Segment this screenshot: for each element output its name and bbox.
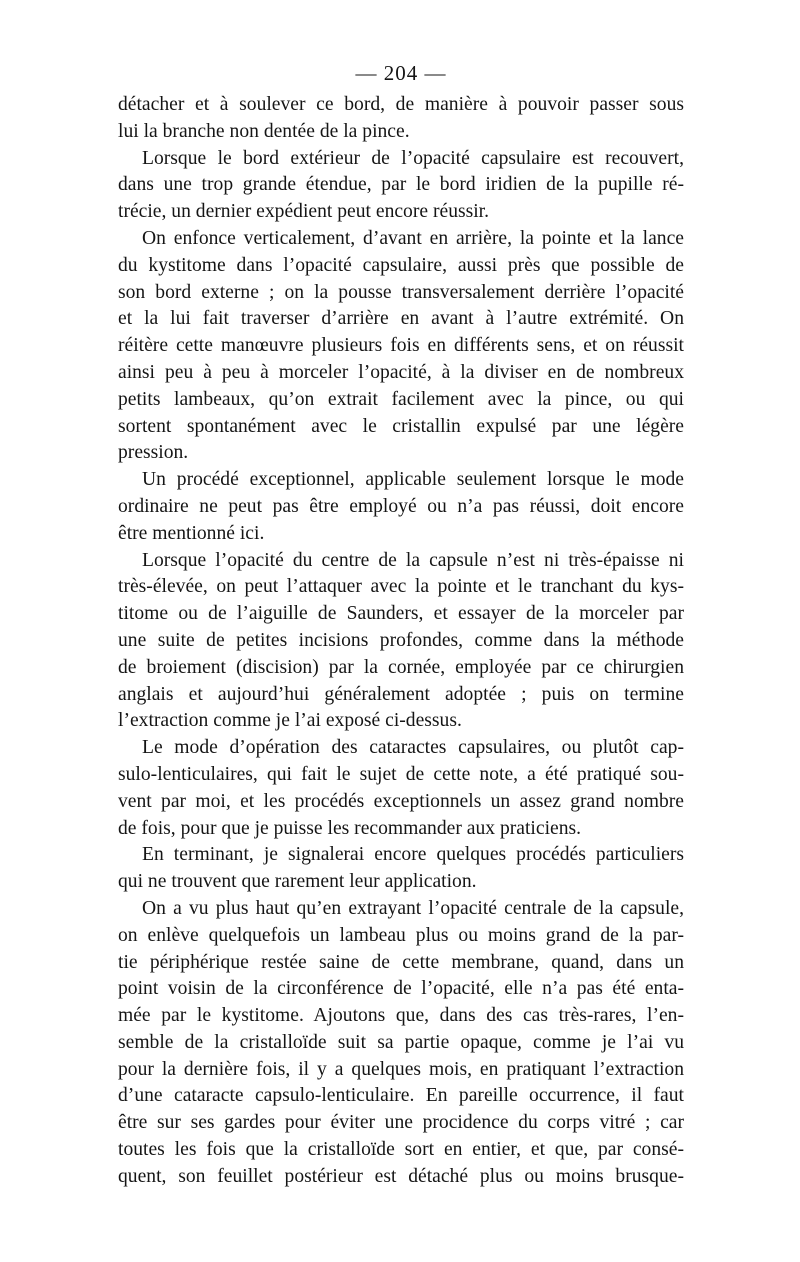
text-line: être mentionné ici. <box>118 522 265 544</box>
text-line: pression. <box>118 442 189 464</box>
text-line: qui ne trouvent que rarement leur application. <box>118 871 477 893</box>
text-line: de fois, pour que je puisse les recommander aux praticiens. <box>118 817 582 839</box>
text-line: tie périphérique restée saine de cette membrane, quand, dans un <box>118 951 684 973</box>
text-line: anglais et aujourd’hui généralement adoptée ; puis on termine <box>118 683 684 705</box>
text-line: d’une cataracte capsulo-lenticulaire. En pareille occurrence, il faut <box>118 1085 684 1107</box>
text-line: petits lambeaux, qu’on extrait facilement avec la pince, ou qui <box>118 388 684 410</box>
text-line: En terminant, je signalerai encore quelques procédés particuliers <box>142 844 684 866</box>
text-line: dans une trop grande étendue, par le bord iridien de la pupille ré- <box>118 174 684 196</box>
text-line: vent par moi, et les procédés exceptionnels un assez grand nombre <box>118 790 684 812</box>
text-line: réitère cette manœuvre plusieurs fois en différents sens, et on réussit <box>118 335 684 357</box>
text-line: titome ou de l’aiguille de Saunders, et essayer de la morceler par <box>118 603 684 625</box>
text-line: être sur ses gardes pour éviter une procidence du corps vitré ; car <box>118 1112 684 1134</box>
text-line: Lorsque l’opacité du centre de la capsule n’est ni très-épaisse ni <box>142 549 684 571</box>
text-line: lui la branche non dentée de la pince. <box>118 120 410 142</box>
text-line: On a vu plus haut qu’en extrayant l’opacité centrale de la capsule, <box>142 897 684 919</box>
text-line: sortent spontanément avec le cristallin expulsé par une légère <box>118 415 684 437</box>
text-line: Lorsque le bord extérieur de l’opacité capsulaire est recouvert, <box>142 147 684 169</box>
text-line: une suite de petites incisions profondes, comme dans la méthode <box>118 629 684 651</box>
text-line: détacher et à soulever ce bord, de manière à pouvoir passer sous <box>118 94 684 115</box>
book-page <box>118 58 684 1191</box>
text-line: pour la dernière fois, il y a quelques mois, en pratiquant l’extraction <box>118 1058 684 1080</box>
text-line: très-élevée, on peut l’attaquer avec la pointe et le tranchant du kys- <box>118 576 684 598</box>
text-line: Le mode d’opération des cataractes capsulaires, ou plutôt cap- <box>142 737 684 759</box>
text-line: quent, son feuillet postérieur est détaché plus ou moins brusque- <box>118 1165 684 1187</box>
text-line: l’extraction comme je l’ai exposé ci-dessus. <box>118 710 462 732</box>
text-line: sulo-lenticulaires, qui fait le sujet de cette note, a été pratiqué sou- <box>118 763 684 785</box>
text-line: ainsi peu à peu à morceler l’opacité, à la diviser en de nombreux <box>118 361 684 383</box>
text-line: toutes les fois que la cristalloïde sort en entier, et que, par consé- <box>118 1139 684 1161</box>
text-line: trécie, un dernier expédient peut encore réussir. <box>118 201 490 223</box>
text-line: du kystitome dans l’opacité capsulaire, aussi près que possible de <box>118 254 684 276</box>
text-line: point voisin de la circonférence de l’opacité, elle n’a pas été enta- <box>118 978 684 1000</box>
body-text <box>118 92 684 1191</box>
text-line: on enlève quelquefois un lambeau plus ou moins grand de la par- <box>118 924 684 946</box>
text-line: semble de la cristalloïde suit sa partie opaque, comme je l’ai vu <box>118 1031 684 1053</box>
page-number: — 204 — <box>355 61 447 85</box>
text-line: son bord externe ; on la pousse transversalement derrière l’opacité <box>118 281 684 303</box>
text-line: mée par le kystitome. Ajoutons que, dans des cas très-rares, l’en- <box>118 1005 684 1027</box>
text-line: Un procédé exceptionnel, applicable seulement lorsque le mode <box>142 469 684 491</box>
text-line: On enfonce verticalement, d’avant en arrière, la pointe et la lance <box>142 227 684 249</box>
text-line: et la lui fait traverser d’arrière en avant à l’autre extrémité. On <box>118 308 684 330</box>
text-line: ordinaire ne peut pas être employé ou n’a pas réussi, doit encore <box>118 495 684 517</box>
text-line: de broiement (discision) par la cornée, employée par ce chirurgien <box>118 656 684 678</box>
